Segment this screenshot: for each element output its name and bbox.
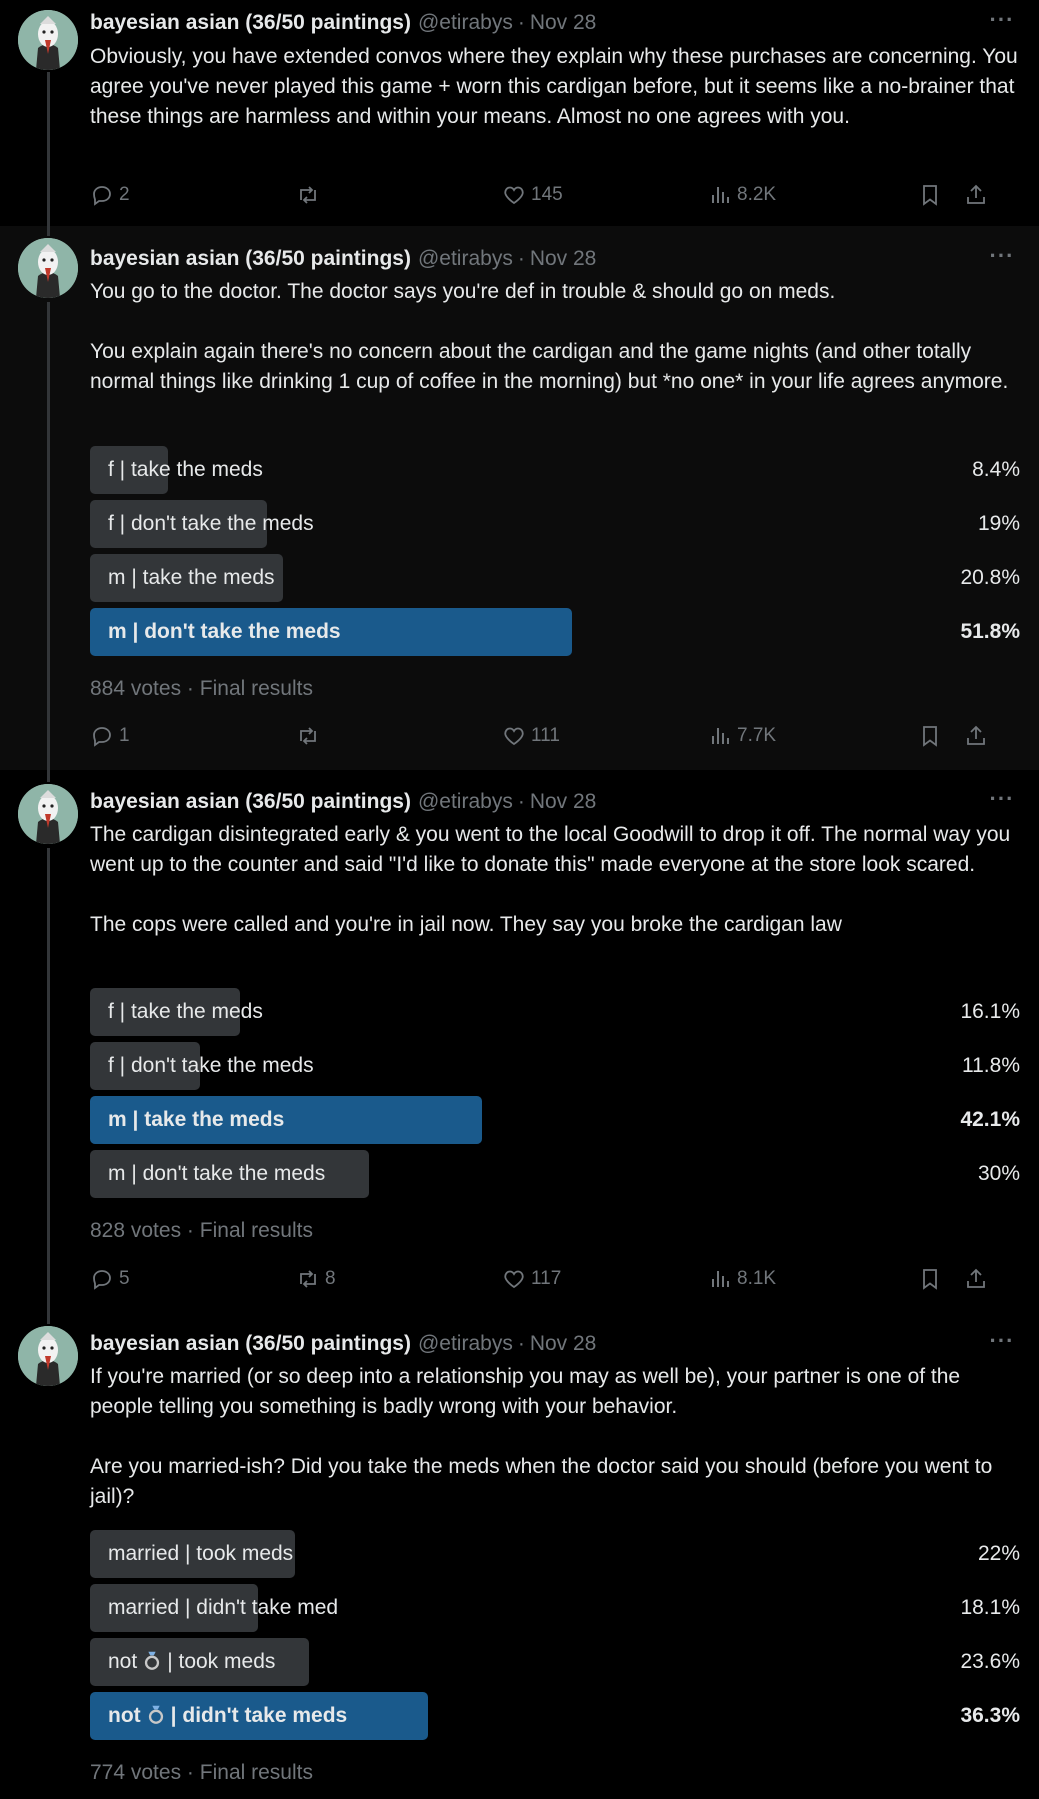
- poll-separator: ·: [186, 677, 194, 700]
- poll-option[interactable]: [90, 1042, 1020, 1090]
- like-button[interactable]: [502, 1264, 561, 1294]
- poll-option-winner[interactable]: [90, 1692, 1020, 1740]
- poll-option-percent: 19%: [977, 512, 1020, 535]
- retweet-icon: [296, 724, 320, 748]
- poll-option-label-post: | took meds: [167, 1650, 276, 1673]
- action-bar: [90, 1264, 1020, 1294]
- poll-option-winner[interactable]: [90, 608, 1020, 656]
- author-handle[interactable]: @etirabys: [417, 11, 513, 34]
- share-icon: [964, 724, 988, 748]
- views-button[interactable]: [708, 721, 776, 751]
- poll-option[interactable]: [90, 988, 1020, 1036]
- bookmark-button[interactable]: [918, 180, 947, 210]
- poll-votes: 884 votes: [90, 677, 182, 700]
- action-bar: [90, 721, 1020, 751]
- poll-option[interactable]: [90, 1638, 1020, 1686]
- tweet-header: [90, 9, 596, 37]
- thread-line: [47, 848, 50, 1312]
- poll-option-label-pre: not: [108, 1650, 138, 1673]
- poll-option-label: f | don't take the meds: [108, 1054, 314, 1077]
- bookmark-button[interactable]: [918, 721, 947, 751]
- author-name[interactable]: bayesian asian (36/50 paintings): [90, 790, 411, 813]
- action-bar: [90, 180, 1020, 210]
- reply-icon: [90, 183, 114, 207]
- tweet-header: [90, 788, 596, 816]
- poll-meta: [90, 1761, 313, 1785]
- author-name[interactable]: bayesian asian (36/50 paintings): [90, 11, 411, 34]
- reply-count: 1: [119, 725, 130, 746]
- reply-button[interactable]: [90, 180, 130, 210]
- like-button[interactable]: [502, 180, 563, 210]
- bookmark-button[interactable]: [918, 1264, 947, 1294]
- poll-option-winner[interactable]: [90, 1096, 1020, 1144]
- ring-emoji-icon: [141, 1649, 163, 1671]
- heart-icon: [502, 183, 526, 207]
- poll-status: Final results: [199, 1219, 313, 1242]
- bookmark-icon: [918, 183, 942, 207]
- poll-option-label: m | take the meds: [108, 566, 275, 589]
- tweet-4[interactable]: [0, 1312, 1039, 1799]
- tweet-1[interactable]: [0, 0, 1039, 226]
- poll-meta: [90, 677, 313, 701]
- poll-option-label: f | take the meds: [108, 1000, 263, 1023]
- author-name[interactable]: bayesian asian (36/50 paintings): [90, 247, 411, 270]
- poll-option-percent: 20.8%: [960, 566, 1020, 589]
- like-count: 117: [531, 1268, 562, 1289]
- poll-option-label: [108, 1638, 275, 1686]
- poll-option-label-post: | didn't take meds: [170, 1704, 348, 1727]
- like-button[interactable]: [502, 721, 560, 751]
- avatar[interactable]: [18, 784, 78, 844]
- poll-option[interactable]: [90, 500, 1020, 548]
- separator: ·: [517, 790, 525, 813]
- poll-status: Final results: [199, 1761, 313, 1784]
- poll-option-percent: 22%: [977, 1542, 1020, 1565]
- poll-option[interactable]: [90, 554, 1020, 602]
- tweet-header: [90, 1330, 596, 1358]
- tweet-date[interactable]: Nov 28: [529, 1332, 597, 1355]
- share-icon: [964, 183, 988, 207]
- poll-separator: ·: [186, 1219, 194, 1242]
- poll-option-label: f | don't take the meds: [108, 512, 314, 535]
- poll-option-percent: 23.6%: [960, 1650, 1020, 1673]
- share-icon: [964, 1267, 988, 1291]
- reply-button[interactable]: [90, 721, 130, 751]
- avatar[interactable]: [18, 238, 78, 298]
- bookmark-icon: [918, 1267, 942, 1291]
- tweet-text: The cardigan disintegrated early & you went to the local Goodwill to drop it off. The normal way you went up to the counter and said "I'd like to donate this" made everyone at the store look scared. The cops were called and you're in jail now. They say you broke the cardigan law: [90, 823, 1011, 936]
- tweet-header: [90, 245, 596, 273]
- poll-option-label: [108, 1692, 347, 1740]
- poll-separator: ·: [186, 1761, 194, 1784]
- share-button[interactable]: [964, 180, 993, 210]
- share-button[interactable]: [964, 1264, 993, 1294]
- separator: ·: [517, 1332, 525, 1355]
- poll-option-label: f | take the meds: [108, 458, 263, 481]
- more-options-icon[interactable]: ···: [989, 7, 1015, 32]
- poll-meta: [90, 1219, 313, 1243]
- thread-line: [47, 226, 50, 236]
- separator: ·: [517, 247, 525, 270]
- bookmark-icon: [918, 724, 942, 748]
- views-icon: [708, 1267, 732, 1291]
- heart-icon: [502, 724, 526, 748]
- views-button[interactable]: [708, 180, 776, 210]
- ring-emoji-icon: [145, 1703, 167, 1725]
- heart-icon: [502, 1267, 526, 1291]
- tweet-text: Obviously, you have extended convos where they explain why these purchases are concerning. You agree you've never played this game + worn this cardigan before, but it seems like a no-brainer that these things are harmless and within your means. Almost no one agrees with you.: [90, 45, 1024, 128]
- author-handle[interactable]: @etirabys: [417, 247, 513, 270]
- thread-line: [47, 72, 50, 226]
- poll-option[interactable]: [90, 1530, 1020, 1578]
- retweet-button[interactable]: [296, 721, 325, 751]
- retweet-count: 8: [325, 1268, 336, 1289]
- tweet-3[interactable]: [0, 770, 1039, 1312]
- poll-option-percent: 51.8%: [960, 620, 1020, 643]
- views-button[interactable]: [708, 1264, 776, 1294]
- reply-count: 2: [119, 184, 130, 205]
- thread-line: [47, 302, 50, 770]
- poll-option-label: m | take the meds: [108, 1108, 285, 1131]
- poll-option-label: married | didn't take med: [108, 1596, 339, 1619]
- view-count: 8.2K: [737, 184, 777, 205]
- views-icon: [708, 724, 732, 748]
- more-options-icon[interactable]: ···: [989, 243, 1015, 268]
- author-name[interactable]: bayesian asian (36/50 paintings): [90, 1332, 411, 1355]
- poll-option-label: m | don't take the meds: [108, 1162, 326, 1185]
- poll-option-percent: 30%: [977, 1162, 1020, 1185]
- tweet-text: You go to the doctor. The doctor says you're def in trouble & should go on meds. You explain again there's no concern about the cardigan and the game nights (and other totally normal things like drinking 1 cup of coffee in the morning) but *no one* in your life agrees anymore.: [90, 280, 1009, 393]
- poll-option-label-pre: not: [108, 1704, 141, 1727]
- author-handle[interactable]: @etirabys: [417, 790, 513, 813]
- poll-option-percent: 16.1%: [960, 1000, 1020, 1023]
- view-count: 8.1K: [737, 1268, 777, 1289]
- retweet-icon: [296, 1267, 320, 1291]
- tweet-text: If you're married (or so deep into a relationship you may as well be), your partner is one of the people telling you something is badly wrong with your behavior. Are you married-ish? Did you take the meds when the doctor said you should (before you went to jail)?: [90, 1365, 993, 1508]
- tweet-date[interactable]: Nov 28: [529, 11, 597, 34]
- poll-option-percent: 42.1%: [960, 1108, 1020, 1131]
- tweet-2[interactable]: [0, 226, 1039, 770]
- poll-votes: 774 votes: [90, 1761, 182, 1784]
- poll-option-label: m | don't take the meds: [108, 620, 341, 643]
- more-options-icon[interactable]: ···: [989, 1328, 1015, 1353]
- poll-option[interactable]: [90, 1584, 1020, 1632]
- like-count: 111: [531, 725, 560, 746]
- retweet-icon: [296, 183, 320, 207]
- retweet-button[interactable]: [296, 180, 325, 210]
- share-button[interactable]: [964, 721, 993, 751]
- poll-option[interactable]: [90, 1150, 1020, 1198]
- poll-option[interactable]: [90, 446, 1020, 494]
- poll-status: Final results: [199, 677, 313, 700]
- reply-icon: [90, 1267, 114, 1291]
- reply-icon: [90, 724, 114, 748]
- poll-option-label: married | took meds: [108, 1542, 294, 1565]
- poll-votes: 828 votes: [90, 1219, 182, 1242]
- reply-button[interactable]: [90, 1264, 130, 1294]
- avatar[interactable]: [18, 1326, 78, 1386]
- thread-line: [47, 1312, 50, 1324]
- poll-option-percent: 18.1%: [960, 1596, 1020, 1619]
- views-icon: [708, 183, 732, 207]
- author-handle[interactable]: @etirabys: [417, 1332, 513, 1355]
- tweet-date[interactable]: Nov 28: [529, 247, 597, 270]
- like-count: 145: [531, 184, 563, 205]
- avatar[interactable]: [18, 10, 78, 70]
- poll-option-percent: 8.4%: [972, 458, 1020, 481]
- view-count: 7.7K: [737, 725, 777, 746]
- more-options-icon[interactable]: ···: [989, 786, 1015, 811]
- poll-option-percent: 36.3%: [960, 1704, 1020, 1727]
- separator: ·: [517, 11, 525, 34]
- tweet-date[interactable]: Nov 28: [529, 790, 597, 813]
- reply-count: 5: [119, 1268, 130, 1289]
- thread-line: [47, 770, 50, 782]
- retweet-button[interactable]: [296, 1264, 336, 1294]
- poll-option-percent: 11.8%: [962, 1054, 1020, 1077]
